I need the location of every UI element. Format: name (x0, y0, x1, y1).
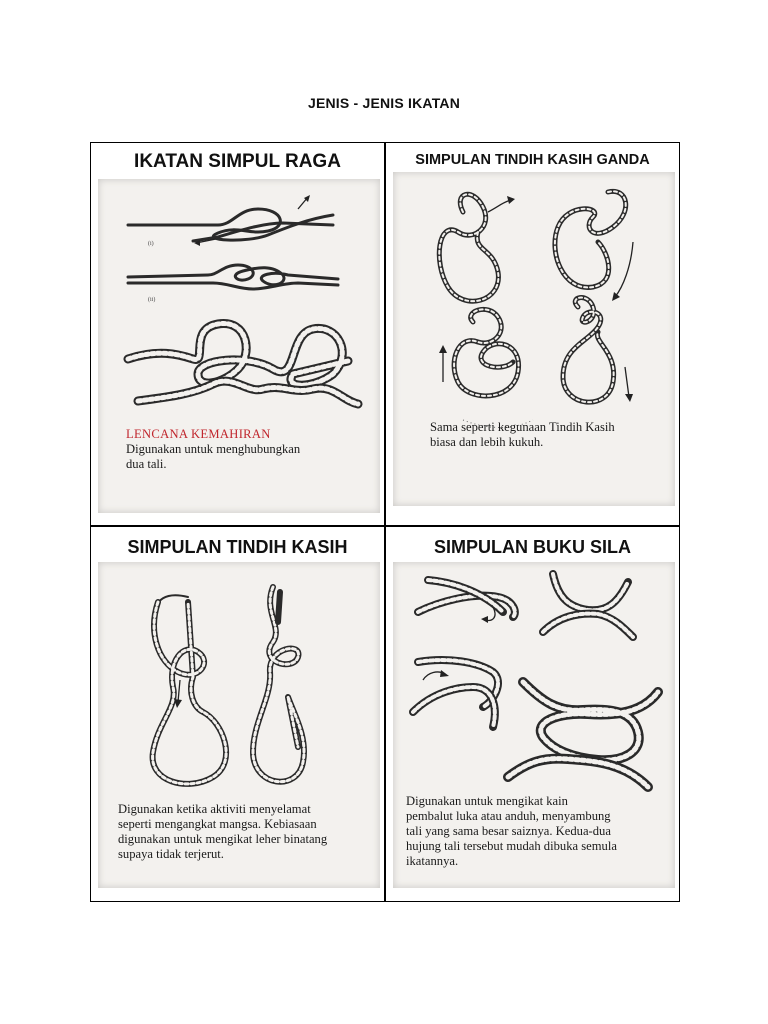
cell-heading: IKATAN SIMPUL RAGA (134, 151, 341, 172)
caption-line: Sama seperti kegunaan Tindih Kasih (430, 420, 615, 434)
knot-caption (126, 427, 376, 472)
cell-simpulan-buku-sila (386, 527, 679, 901)
caption-line: Digunakan untuk menghubungkan (126, 442, 301, 456)
caption-line: seperti mengangkat mangsa. Kebiasaan (118, 817, 317, 831)
cell-ikatan-simpul-raga (91, 143, 384, 525)
cell-simpulan-tindih-kasih (91, 527, 384, 901)
caption-line: hujung tali tersebut mudah dibuka semula (406, 839, 617, 853)
step-label: (ii) (148, 297, 156, 303)
step-label: (i) (148, 241, 154, 247)
knot-caption (430, 420, 670, 450)
illustration-panel (393, 562, 675, 888)
caption-line: Digunakan untuk mengikat kain (406, 794, 568, 808)
caption-line: tali yang sama besar saiznya. Kedua-dua (406, 824, 611, 838)
caption-line: ikatannya. (406, 854, 459, 868)
badge-label: LENCANA KEMAHIRAN (126, 427, 271, 441)
cell-heading: SIMPULAN TINDIH KASIH GANDA (415, 152, 650, 168)
caption-line: biasa dan lebih kukuh. (430, 435, 544, 449)
knot-table (90, 142, 680, 902)
caption-line: Digunakan ketika aktiviti menyelamat (118, 802, 311, 816)
caption-line: digunakan untuk mengikat leher binatang (118, 832, 328, 846)
caption-line: supaya tidak terjerut. (118, 847, 224, 861)
knot-caption (406, 794, 672, 869)
illustration-panel (98, 179, 380, 513)
cell-simpulan-tindih-kasih-ganda (386, 143, 679, 525)
cell-heading: SIMPULAN BUKU SILA (434, 537, 631, 557)
illustration-panel (393, 172, 675, 506)
tindih-kasih-ganda-illustration (393, 172, 675, 506)
caption-line: pembalut luka atau anduh, menyambung (406, 809, 611, 823)
illustration-panel (98, 562, 380, 888)
cell-heading: SIMPULAN TINDIH KASIH (127, 537, 348, 557)
page-title: JENIS - JENIS IKATAN (307, 95, 461, 111)
caption-line: dua tali. (126, 457, 167, 471)
knot-caption (118, 802, 376, 862)
